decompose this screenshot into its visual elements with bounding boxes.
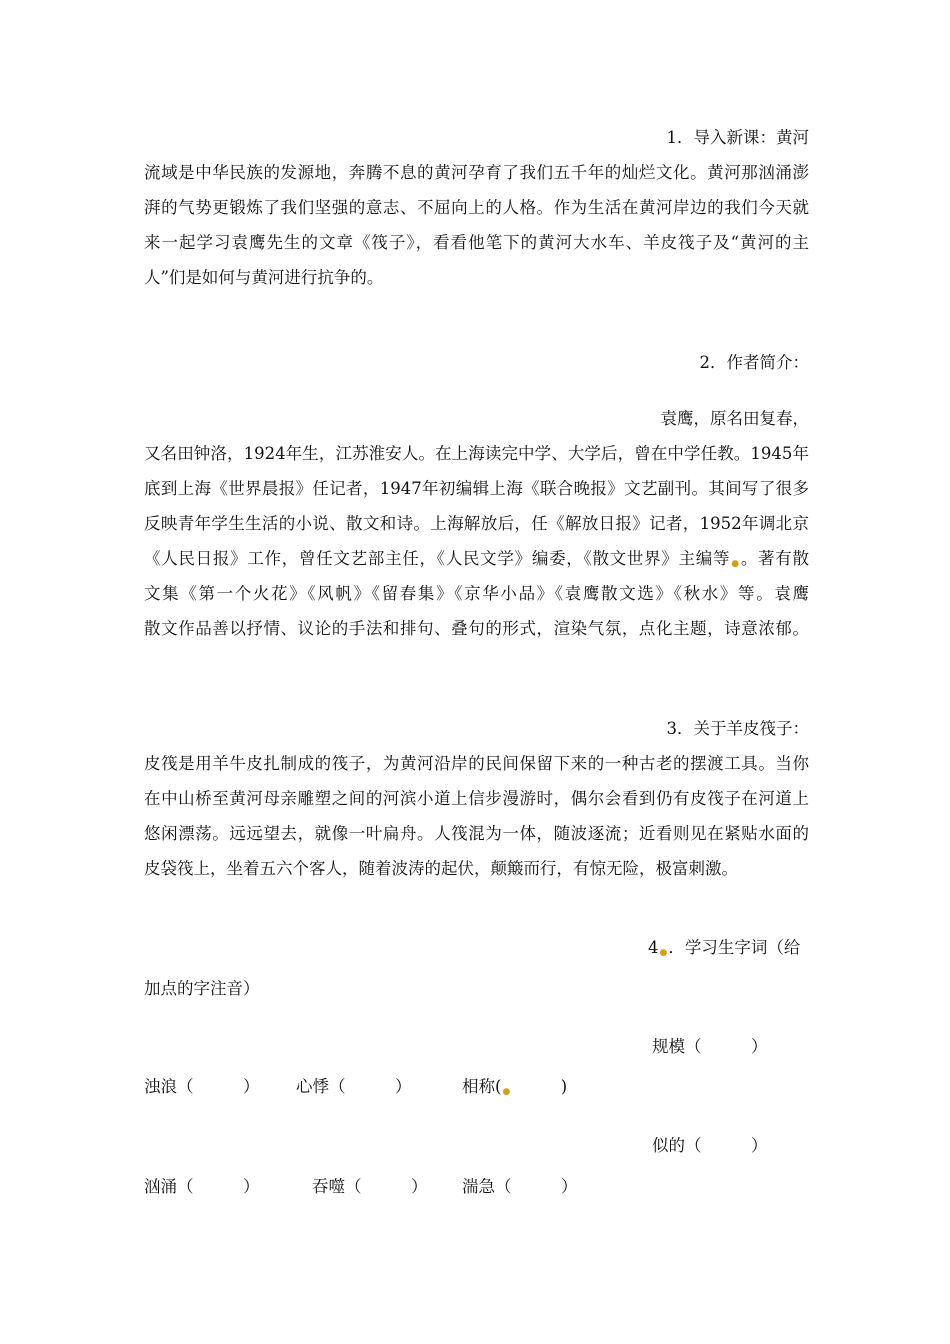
paragraph-line: 散文作品善以抒情、议论的手法和排句、叠句的形式，渲染气氛，点化主题，诗意浓郁。	[144, 619, 809, 638]
paragraph-line: 皮袋筏上，坐着五六个客人，随着波涛的起伏，颠簸而行，有惊无险，极富刺激。	[144, 859, 738, 878]
section-raft	[144, 711, 809, 886]
heading-number: 4	[648, 938, 659, 957]
vocab-side: 似的（ ）	[652, 1136, 768, 1155]
paragraph-line: 皮筏是用羊牛皮扎制成的筏子，为黄河沿岸的民间保留下来的一种古老的摆渡工具。当你	[144, 754, 809, 773]
emphasis-dot: ●	[659, 948, 668, 958]
emphasis-dot: ●	[731, 559, 740, 569]
vocab-xinji: 心悸（ ）	[296, 1077, 412, 1096]
vocab-tuanji: 湍急（ ）	[462, 1177, 578, 1196]
paragraph-line	[144, 541, 809, 576]
section-author	[144, 345, 809, 380]
section-intro	[144, 120, 809, 295]
paragraph-line: 来一起学习袁鹰先生的文章《筏子》，看看他笔下的黄河大水车、羊皮筏子及“黄河的主	[144, 233, 809, 252]
heading-text: ．学习生字词（给	[668, 938, 801, 957]
paragraph-line: 反映青年学生生活的小说、散文和诗。上海解放后，任《解放日报》记者，1952年调北京	[144, 514, 809, 533]
section-author-heading: 2．作者简介：	[699, 353, 809, 372]
vocab-blank: )	[511, 1077, 568, 1096]
section-author-body	[144, 401, 809, 646]
section-vocab-heading	[648, 937, 800, 964]
paragraph-line: 在中山桥至黄河母亲雕塑之间的河滨小道上信步漫游时，偶尔会看到仍有皮筏子在河道上	[144, 789, 809, 808]
paragraph-line: 人”们是如何与黄河进行抗争的。	[144, 268, 384, 287]
paragraph-line-text: 《人民日报》工作，曾任文艺部主任，《人民文学》编委，《散文世界》主编等	[144, 549, 731, 568]
section-raft-heading: 3．关于羊皮筏子：	[666, 719, 809, 738]
section-vocab-subline: 加点的字注音）	[144, 979, 260, 998]
vocab-zhuolang: 浊浪（ ）	[144, 1077, 260, 1096]
paragraph-line: 悠闲漂荡。远远望去，就像一叶扁舟。人筏混为一体，随波逐流；近看则见在紧贴水面的	[144, 824, 809, 843]
vocab-guimo: 规模（ ）	[652, 1037, 768, 1056]
paragraph-line: 流域是中华民族的发源地，奔腾不息的黄河孕育了我们五千年的灿烂文化。黄河那汹涌澎	[144, 163, 809, 182]
paragraph-line: 底到上海《世界晨报》任记者，1947年初编辑上海《联合晚报》文艺副刊。其间写了很多	[144, 479, 809, 498]
vocab-tunshi: 吞噬（ ）	[312, 1177, 428, 1196]
paragraph-line: 又名田钟洛，1924年生，江苏淮安人。在上海读完中学、大学后，曾在中学任教。1945年	[144, 444, 809, 463]
paragraph-line: 袁鹰，原名田复春，	[660, 409, 809, 428]
section-intro-heading: 1．导入新课：黄河	[666, 128, 809, 147]
vocab-xiongyong: 汹涌（ ）	[144, 1177, 260, 1196]
vocab-xiangchen	[462, 1076, 567, 1103]
paragraph-line-tail: 。著有散	[740, 549, 809, 568]
paragraph-line: 文集《第一个火花》《风帆》《留春集》《京华小品》《袁鹰散文选》《秋水》等。袁鹰	[144, 584, 809, 603]
vocab-word: 相称(	[462, 1077, 502, 1096]
emphasis-dot: ●	[502, 1087, 511, 1097]
paragraph-line: 湃的气势更锻炼了我们坚强的意志、不屈向上的人格。作为生活在黄河岸边的我们今天就	[144, 198, 809, 217]
